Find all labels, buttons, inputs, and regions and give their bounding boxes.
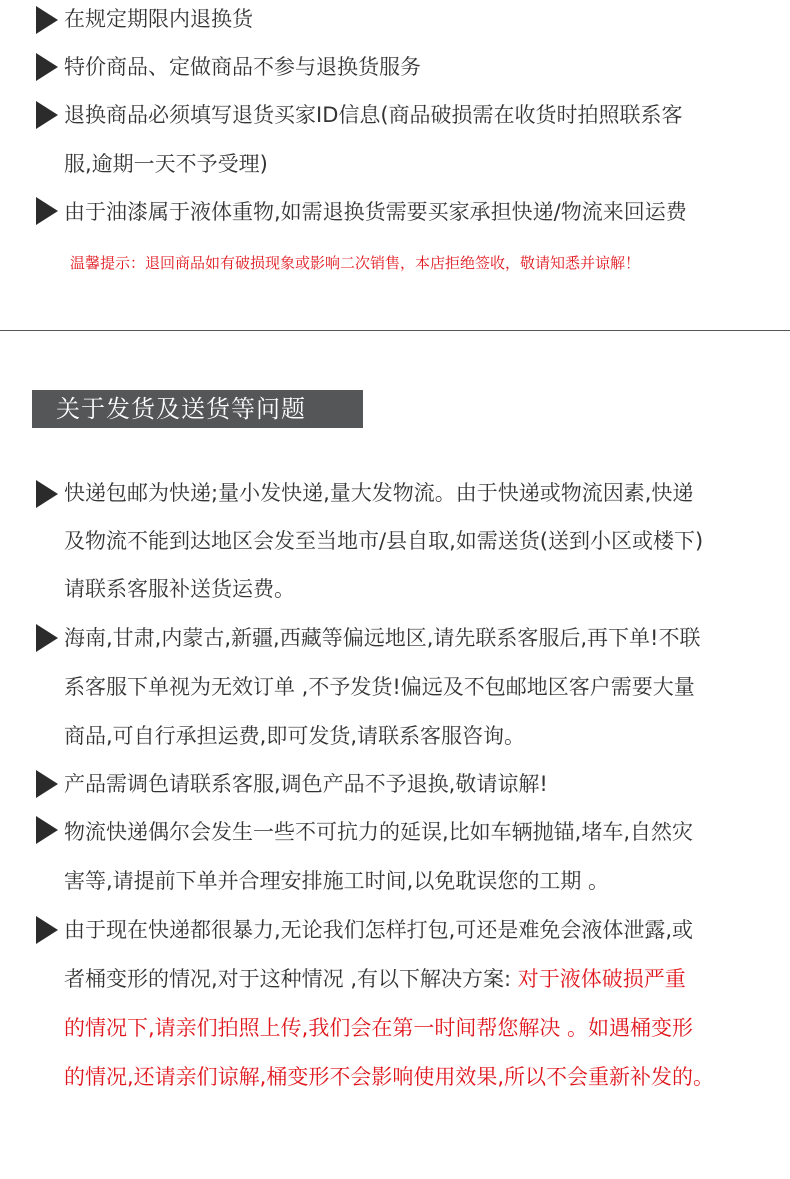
section-divider [0,330,790,331]
bullet-arrow-icon [36,197,58,225]
section-title: 关于发货及送货等问题 [56,395,306,423]
bullet-arrow-icon [36,624,58,652]
item-text: 退换商品必须填写退货买家ID信息(商品破损需在收货时拍照联系客 [64,103,683,127]
section-header [32,390,363,428]
item-text: 产品需调色请联系客服,调色产品不予退换,敬请谅解! [64,772,548,796]
item-text: 由于油漆属于液体重物,如需退换货需要买家承担快递/物流来回运费 [64,200,687,224]
item-text: 由于现在快递都很暴力,无论我们怎样打包,可还是难免会液体泄露,或 [64,918,694,942]
warm-notice: 温馨提示：退回商品如有破损现象或影响二次销售，本店拒绝签收，敬请知悉并谅解！ [70,254,641,272]
bullet-arrow-icon [36,53,58,81]
highlight-text: 的情况下,请亲们拍照上传,我们会在第一时间帮您解决 。如遇桶变形 [64,1016,694,1040]
item-text: 在规定期限内退换货 [64,7,253,31]
bullet-arrow-icon [36,916,58,944]
item-text: 特价商品、定做商品不参与退换货服务 [64,55,421,79]
highlight-text: 的情况,还请亲们谅解,桶变形不会影响使用效果,所以不会重新补发的。 [64,1065,715,1089]
item-text: 害等,请提前下单并合理安排施工时间,以免耽误您的工期 。 [64,869,610,893]
item-text: 系客服下单视为无效订单 ,不予发货!偏远及不包邮地区客户需要大量 [64,675,695,699]
bullet-arrow-icon [36,816,58,844]
bullet-arrow-icon [36,6,58,34]
item-text: 服,逾期一天不予受理) [64,152,268,176]
item-text: 者桶变形的情况,对于这种情况 ,有以下解决方案: [64,967,518,991]
item-text: 商品,可自行承担运费,即可发货,请联系客服咨询。 [64,724,526,748]
highlight-text: 对于液体破损严重 [517,967,686,991]
item-text: 及物流不能到达地区会发至当地市/县自取,如需送货(送到小区或楼下) [64,529,704,553]
item-text: 物流快递偶尔会发生一些不可抗力的延误,比如车辆抛锚,堵车,自然灾 [64,820,694,844]
item-text: 海南,甘肃,内蒙古,新疆,西藏等偏远地区,请先联系客服后,再下单!不联 [64,626,701,650]
bullet-arrow-icon [36,101,58,129]
item-text: 快递包邮为快递;量小发快递,量大发物流。由于快递或物流因素,快递 [64,481,694,505]
bullet-arrow-icon [36,770,58,798]
bullet-arrow-icon [36,480,58,508]
item-text: 请联系客服补送货运费。 [64,577,295,601]
item-text-mixed [64,967,686,991]
